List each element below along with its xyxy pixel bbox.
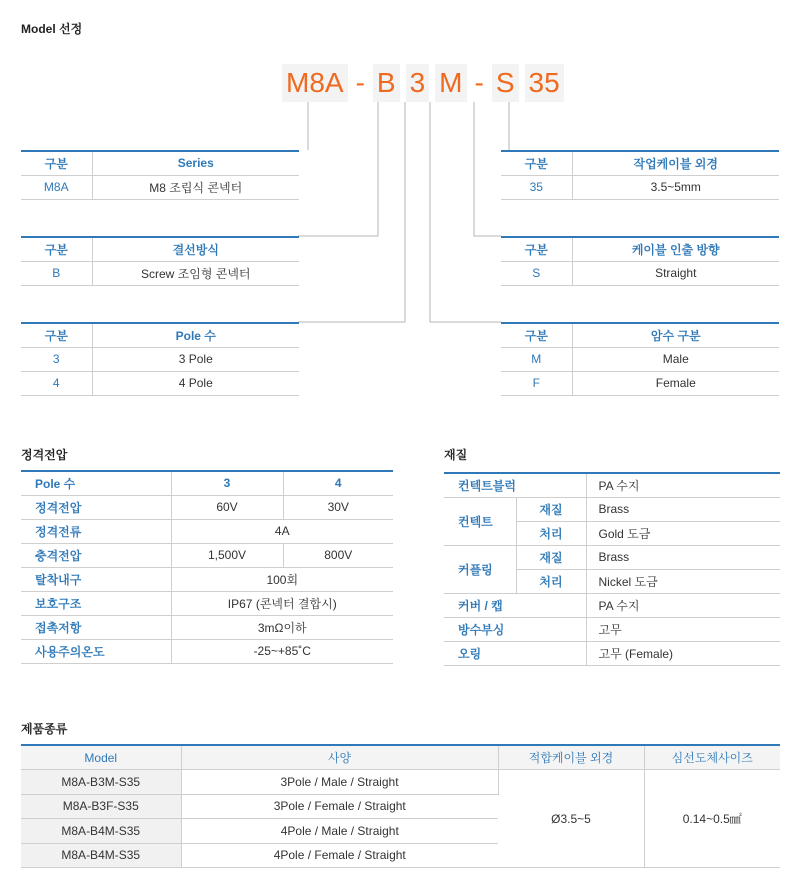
- value-cell: Brass: [586, 545, 780, 569]
- code-pole: 3: [406, 64, 430, 102]
- model-cell: M8A-B4M-S35: [21, 843, 181, 868]
- value-cell: -25~+85˚C: [171, 639, 393, 663]
- conductor-cell: 0.14~0.5㎟: [644, 770, 780, 868]
- col-header: 3: [171, 471, 283, 495]
- material-table: [444, 472, 780, 666]
- col-header: 4: [283, 471, 393, 495]
- value-cell: PA 수지: [586, 473, 780, 497]
- model-cell: M8A-B4M-S35: [21, 819, 181, 844]
- cable-cell: Ø3.5~5: [498, 770, 644, 868]
- value-cell: Brass: [586, 497, 780, 521]
- value-cell: 30V: [283, 495, 393, 519]
- products-table: [21, 744, 780, 868]
- code-direction: S: [492, 64, 519, 102]
- col-header: 구분: [21, 151, 92, 175]
- rated-table: [21, 470, 393, 664]
- col-header: 사양: [181, 745, 498, 770]
- sub-label: 처리: [516, 569, 586, 593]
- code-dash: -: [355, 67, 365, 98]
- wiring-table: [21, 236, 299, 286]
- row-label: 접촉저항: [21, 615, 171, 639]
- code-cell: 4: [21, 371, 92, 395]
- col-header: 구분: [501, 237, 572, 261]
- code-cell: M: [501, 347, 572, 371]
- spec-cell: 3Pole / Female / Straight: [181, 794, 498, 819]
- cable-od-table: [501, 150, 779, 200]
- code-cell: M8A: [21, 175, 92, 199]
- code-dash: -: [474, 67, 484, 98]
- col-header: Pole 수: [92, 323, 299, 347]
- row-label: 사용주의온도: [21, 639, 171, 663]
- row-label: 정격전압: [21, 495, 171, 519]
- row-label: 방수부싱: [444, 617, 586, 641]
- desc-cell: Straight: [572, 261, 779, 285]
- value-cell: IP67 (콘넥터 결합시): [171, 591, 393, 615]
- series-table: [21, 150, 299, 200]
- value-cell: 1,500V: [171, 543, 283, 567]
- row-label: 오링: [444, 641, 586, 665]
- row-label: 보호구조: [21, 591, 171, 615]
- desc-cell: 3 Pole: [92, 347, 299, 371]
- col-header: Model: [21, 745, 181, 770]
- model-cell: M8A-B3M-S35: [21, 770, 181, 795]
- col-header: 작업케이블 외경: [572, 151, 779, 175]
- spec-cell: 3Pole / Male / Straight: [181, 770, 498, 795]
- code-cell: F: [501, 371, 572, 395]
- value-cell: 고무: [586, 617, 780, 641]
- model-cell: M8A-B3F-S35: [21, 794, 181, 819]
- desc-cell: 3.5~5mm: [572, 175, 779, 199]
- desc-cell: 4 Pole: [92, 371, 299, 395]
- col-header: Series: [92, 151, 299, 175]
- col-header: 결선방식: [92, 237, 299, 261]
- row-label: 컨텍트블럭: [444, 473, 586, 497]
- col-header: 구분: [21, 323, 92, 347]
- row-label: 커플링: [444, 545, 516, 593]
- value-cell: 800V: [283, 543, 393, 567]
- value-cell: 60V: [171, 495, 283, 519]
- value-cell: Nickel 도금: [586, 569, 780, 593]
- desc-cell: Female: [572, 371, 779, 395]
- col-header: 구분: [21, 237, 92, 261]
- sub-label: 재질: [516, 497, 586, 521]
- desc-cell: Male: [572, 347, 779, 371]
- value-cell: 고무 (Female): [586, 641, 780, 665]
- code-cell: 3: [21, 347, 92, 371]
- row-label: Pole 수: [21, 471, 171, 495]
- value-cell: 4A: [171, 519, 393, 543]
- code-wiring: B: [373, 64, 400, 102]
- sub-label: 재질: [516, 545, 586, 569]
- col-header: 구분: [501, 151, 572, 175]
- col-header: 심선도체사이즈: [644, 745, 780, 770]
- row-label: 탈착내구: [21, 567, 171, 591]
- col-header: 구분: [501, 323, 572, 347]
- value-cell: Gold 도금: [586, 521, 780, 545]
- material-heading: 재질: [444, 448, 468, 462]
- code-cell: B: [21, 261, 92, 285]
- row-label: 충격전압: [21, 543, 171, 567]
- products-heading: 제품종류: [21, 722, 68, 736]
- code-series: M8A: [282, 64, 348, 102]
- spec-cell: 4Pole / Female / Straight: [181, 843, 498, 868]
- cable-direction-table: [501, 236, 779, 286]
- spec-cell: 4Pole / Male / Straight: [181, 819, 498, 844]
- code-gender: M: [435, 64, 466, 102]
- value-cell: 3mΩ이하: [171, 615, 393, 639]
- code-cable: 35: [525, 64, 564, 102]
- value-cell: 100회: [171, 567, 393, 591]
- col-header: 적합케이블 외경: [498, 745, 644, 770]
- desc-cell: M8 조립식 콘넥터: [92, 175, 299, 199]
- desc-cell: Screw 조임형 콘넥터: [92, 261, 299, 285]
- value-cell: PA 수지: [586, 593, 780, 617]
- pole-table: [21, 322, 299, 396]
- col-header: 암수 구분: [572, 323, 779, 347]
- row-label: 정격전류: [21, 519, 171, 543]
- row-label: 컨텍트: [444, 497, 516, 545]
- rated-heading: 정격전압: [21, 448, 68, 462]
- code-cell: 35: [501, 175, 572, 199]
- gender-table: [501, 322, 779, 396]
- col-header: 케이블 인출 방향: [572, 237, 779, 261]
- sub-label: 처리: [516, 521, 586, 545]
- page-title: Model 선정: [21, 22, 83, 36]
- code-cell: S: [501, 261, 572, 285]
- row-label: 커버 / 캡: [444, 593, 586, 617]
